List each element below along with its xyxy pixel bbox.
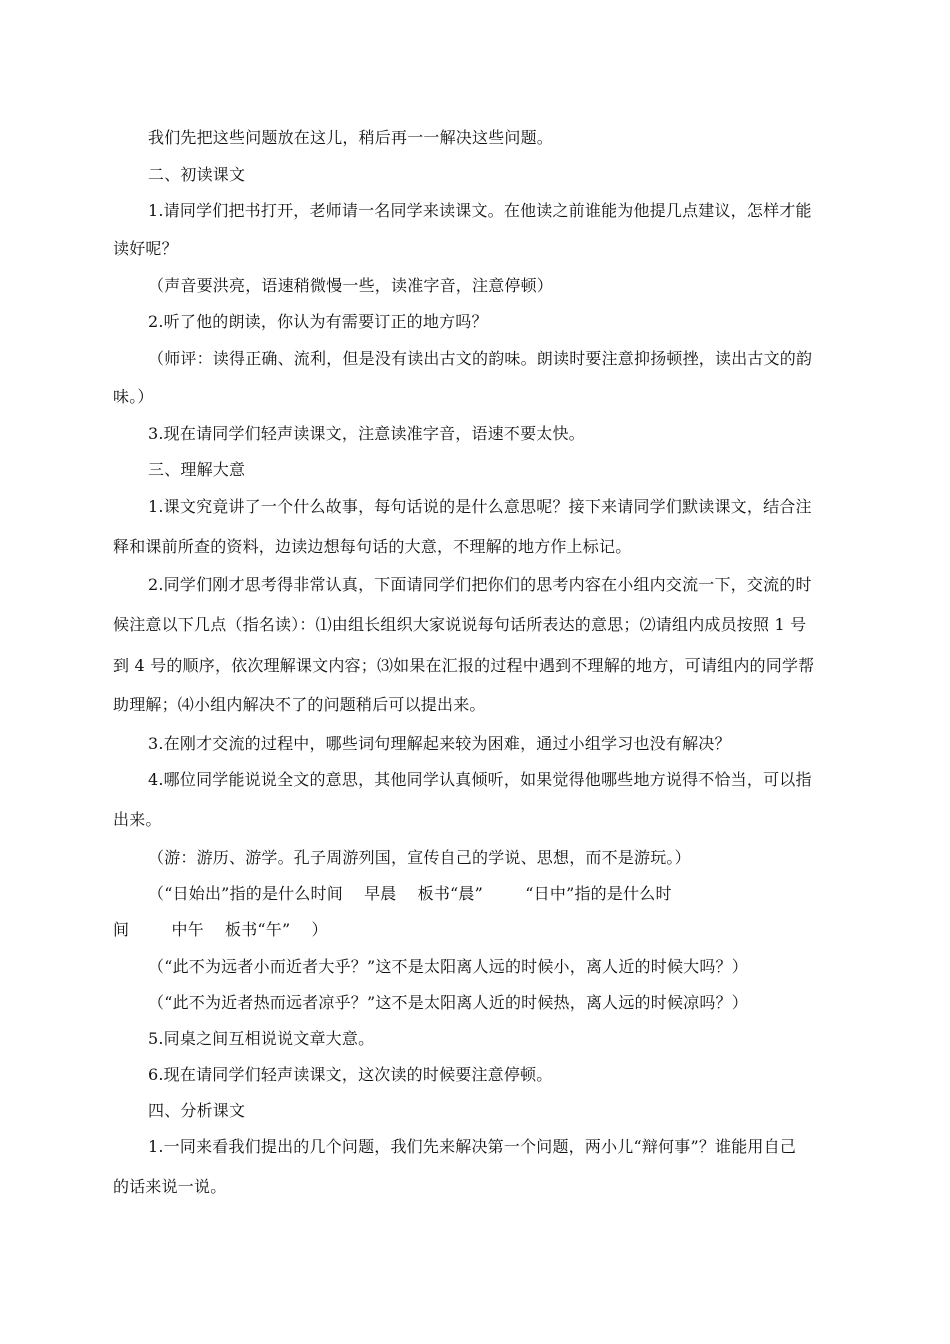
text-line-7: （师评：读得正确、流利，但是没有读出古文的韵味。朗读时要注意抑扬顿挫，读出古文的韵 [148, 349, 813, 368]
text-line-11: 1.课文究竟讲了一个什么故事，每句话说的是什么意思呢？接下来请同学们默读课文，结合注 [148, 497, 812, 516]
text-line-13: 2.同学们刚才思考得非常认真，下面请同学们把你们的思考内容在小组内交流一下，交流的时 [148, 575, 812, 594]
text-line-18: 4.哪位同学能说说全文的意思，其他同学认真倾听，如果觉得他哪些地方说得不恰当，可以指 [148, 770, 812, 789]
text-line-22: 间 中午 板书“午” ） [113, 920, 328, 939]
text-line-14: 候注意以下几点（指名读）：⑴由组长组织大家说说每句话所表达的意思；⑵请组内成员按照 1 号 [113, 615, 807, 634]
text-line-28: 1.一同来看我们提出的几个问题，我们先来解决第一个问题，两小儿“辩何事”？谁能用自己 [148, 1137, 797, 1156]
text-line-16: 助理解；⑷小组内解决不了的问题稍后可以提出来。 [113, 695, 486, 714]
text-line-4: 读好呢？ [113, 239, 178, 258]
text-line-23: （“此不为远者小而近者大乎？”这不是太阳离人远的时候小，离人近的时候大吗？） [148, 957, 748, 976]
text-line-17: 3.在刚才交流的过程中，哪些词句理解起来较为困难，通过小组学习也没有解决？ [148, 734, 731, 753]
text-line-3: 1.请同学们把书打开，老师请一名同学来读课文。在他读之前谁能为他提几点建议，怎样才能 [148, 201, 812, 220]
text-line-6: 2.听了他的朗读，你认为有需要订正的地方吗？ [148, 312, 488, 331]
text-line-9: 3.现在请同学们轻声读课文，注意读准字音，语速不要太快。 [148, 424, 585, 443]
text-line-20: （游：游历、游学。孔子周游列国，宣传自己的学说、思想，而不是游玩。） [148, 848, 691, 867]
text-line-12: 释和课前所查的资料，边读边想每句话的大意，不理解的地方作上标记。 [113, 537, 632, 556]
section-heading-2: 二、初读课文 [148, 165, 246, 184]
text-line-24: （“此不为近者热而远者凉乎？”这不是太阳离人近的时候热，离人远的时候凉吗？） [148, 993, 748, 1012]
text-line-29: 的话来说一说。 [113, 1177, 227, 1196]
text-line-21: （“日始出”指的是什么时间 早晨 板书“晨” “日中”指的是什么时 [148, 884, 672, 903]
section-heading-4: 四、分析课文 [148, 1101, 246, 1120]
text-line-19: 出来。 [113, 810, 162, 829]
text-line-5: （声音要洪亮，语速稍微慢一些，读准字音，注意停顿） [148, 276, 554, 295]
section-heading-3: 三、理解大意 [148, 460, 246, 479]
text-line-8: 味。） [113, 387, 154, 406]
text-line-1: 我们先把这些问题放在这儿，稍后再一一解决这些问题。 [148, 128, 554, 147]
text-line-15: 到 4 号的顺序，依次理解课文内容；⑶如果在汇报的过程中遇到不理解的地方，可请组内的同学帮 [113, 656, 815, 675]
text-line-25: 5.同桌之间互相说说文章大意。 [148, 1029, 375, 1048]
text-line-26: 6.现在请同学们轻声读课文，这次读的时候要注意停顿。 [148, 1065, 553, 1084]
